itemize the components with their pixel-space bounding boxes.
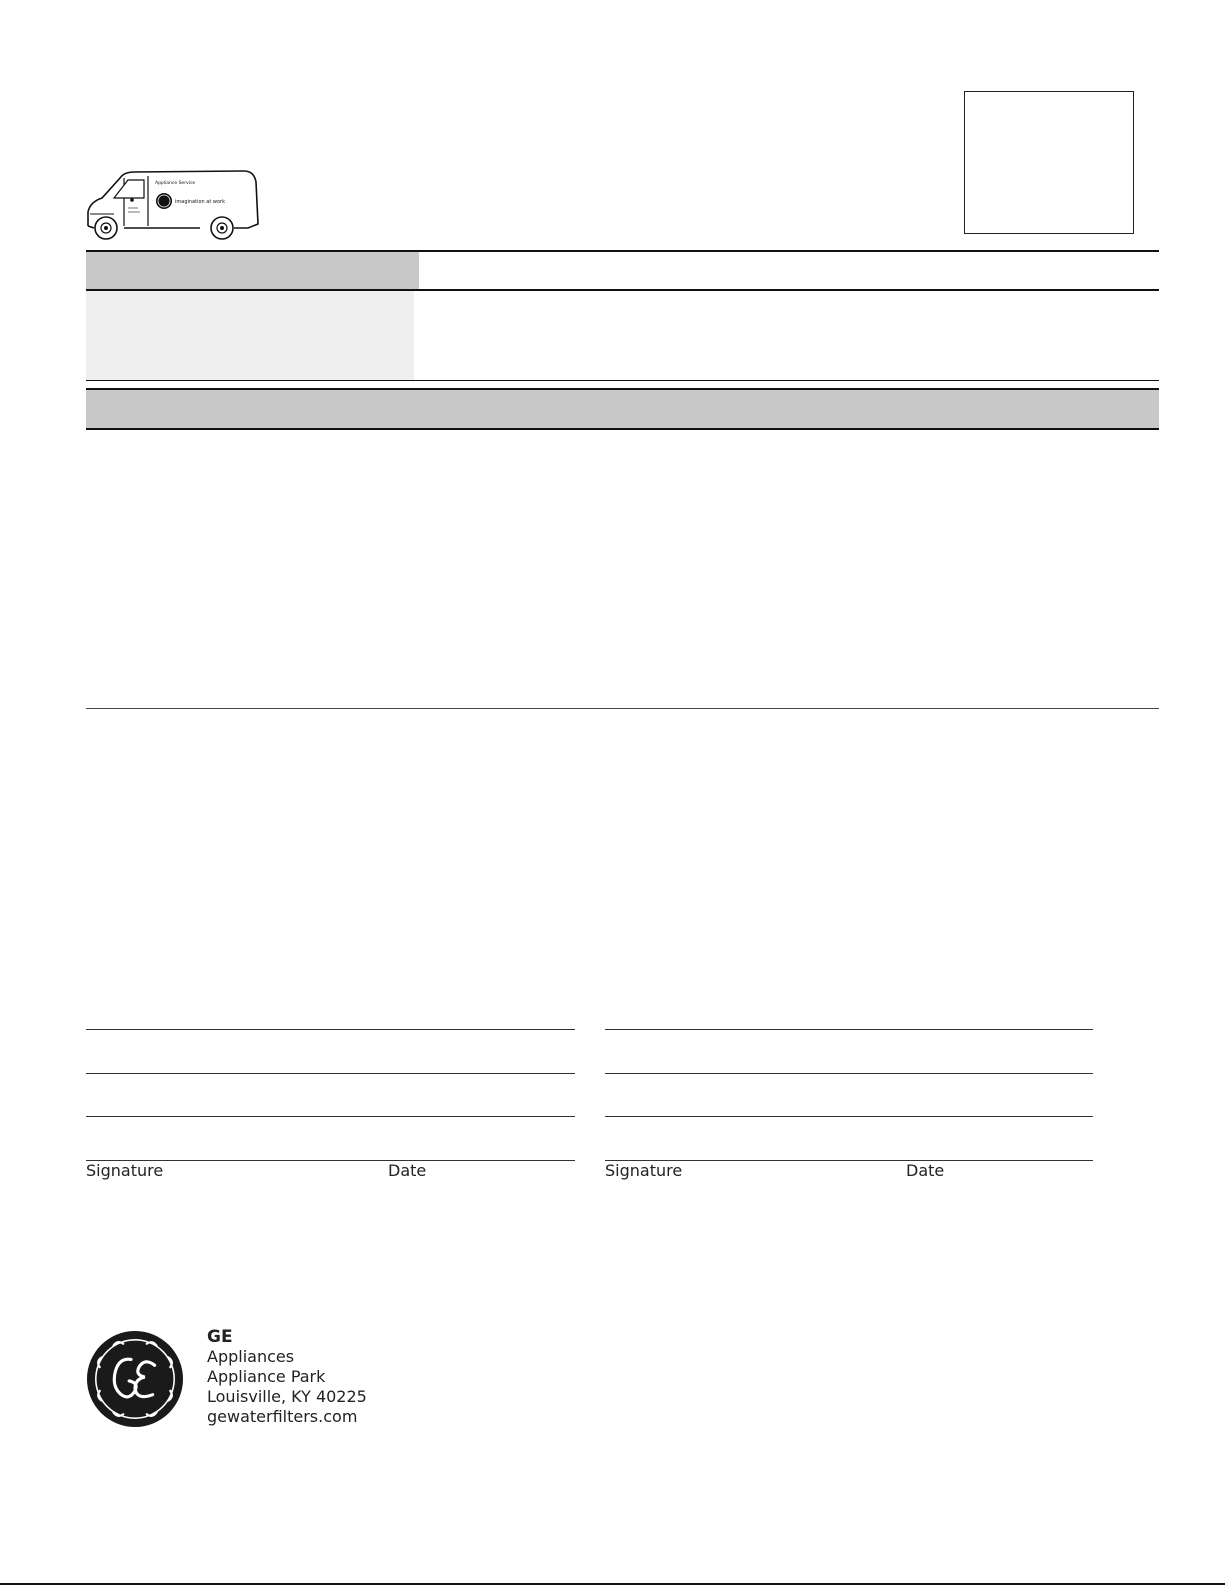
footer-line2: Appliance Park [207, 1367, 326, 1386]
stamp-box [964, 91, 1134, 234]
right-signature-label: Signature [605, 1161, 683, 1180]
service-van-illustration [84, 168, 262, 244]
header-cell-dark [86, 252, 419, 289]
right-blank-line-3[interactable] [605, 1116, 1093, 1117]
right-blank-line-1[interactable] [605, 1029, 1093, 1030]
left-blank-line-2[interactable] [86, 1073, 575, 1074]
van-slogan: imagination at work [175, 199, 225, 205]
ge-logo-icon [86, 1330, 184, 1428]
right-blank-line-2[interactable] [605, 1073, 1093, 1074]
footer-brand: GE [207, 1327, 233, 1347]
footer-address [207, 1327, 367, 1427]
header-rule-lower [86, 380, 1159, 381]
left-blank-line-3[interactable] [86, 1116, 575, 1117]
header-cell-light [86, 291, 414, 380]
left-blank-line-1[interactable] [86, 1029, 575, 1030]
footer-line3: Louisville, KY 40225 [207, 1387, 367, 1406]
right-date-label: Date [906, 1161, 945, 1180]
left-date-label: Date [388, 1161, 427, 1180]
van-panel-text: Appliance Service [155, 181, 196, 186]
footer-website[interactable]: gewaterfilters.com [207, 1407, 358, 1426]
section-rule-bottom [86, 428, 1159, 430]
left-signature-label: Signature [86, 1161, 164, 1180]
section-header-bar [86, 390, 1159, 428]
footer-line1: Appliances [207, 1347, 295, 1366]
content-divider [86, 708, 1159, 709]
